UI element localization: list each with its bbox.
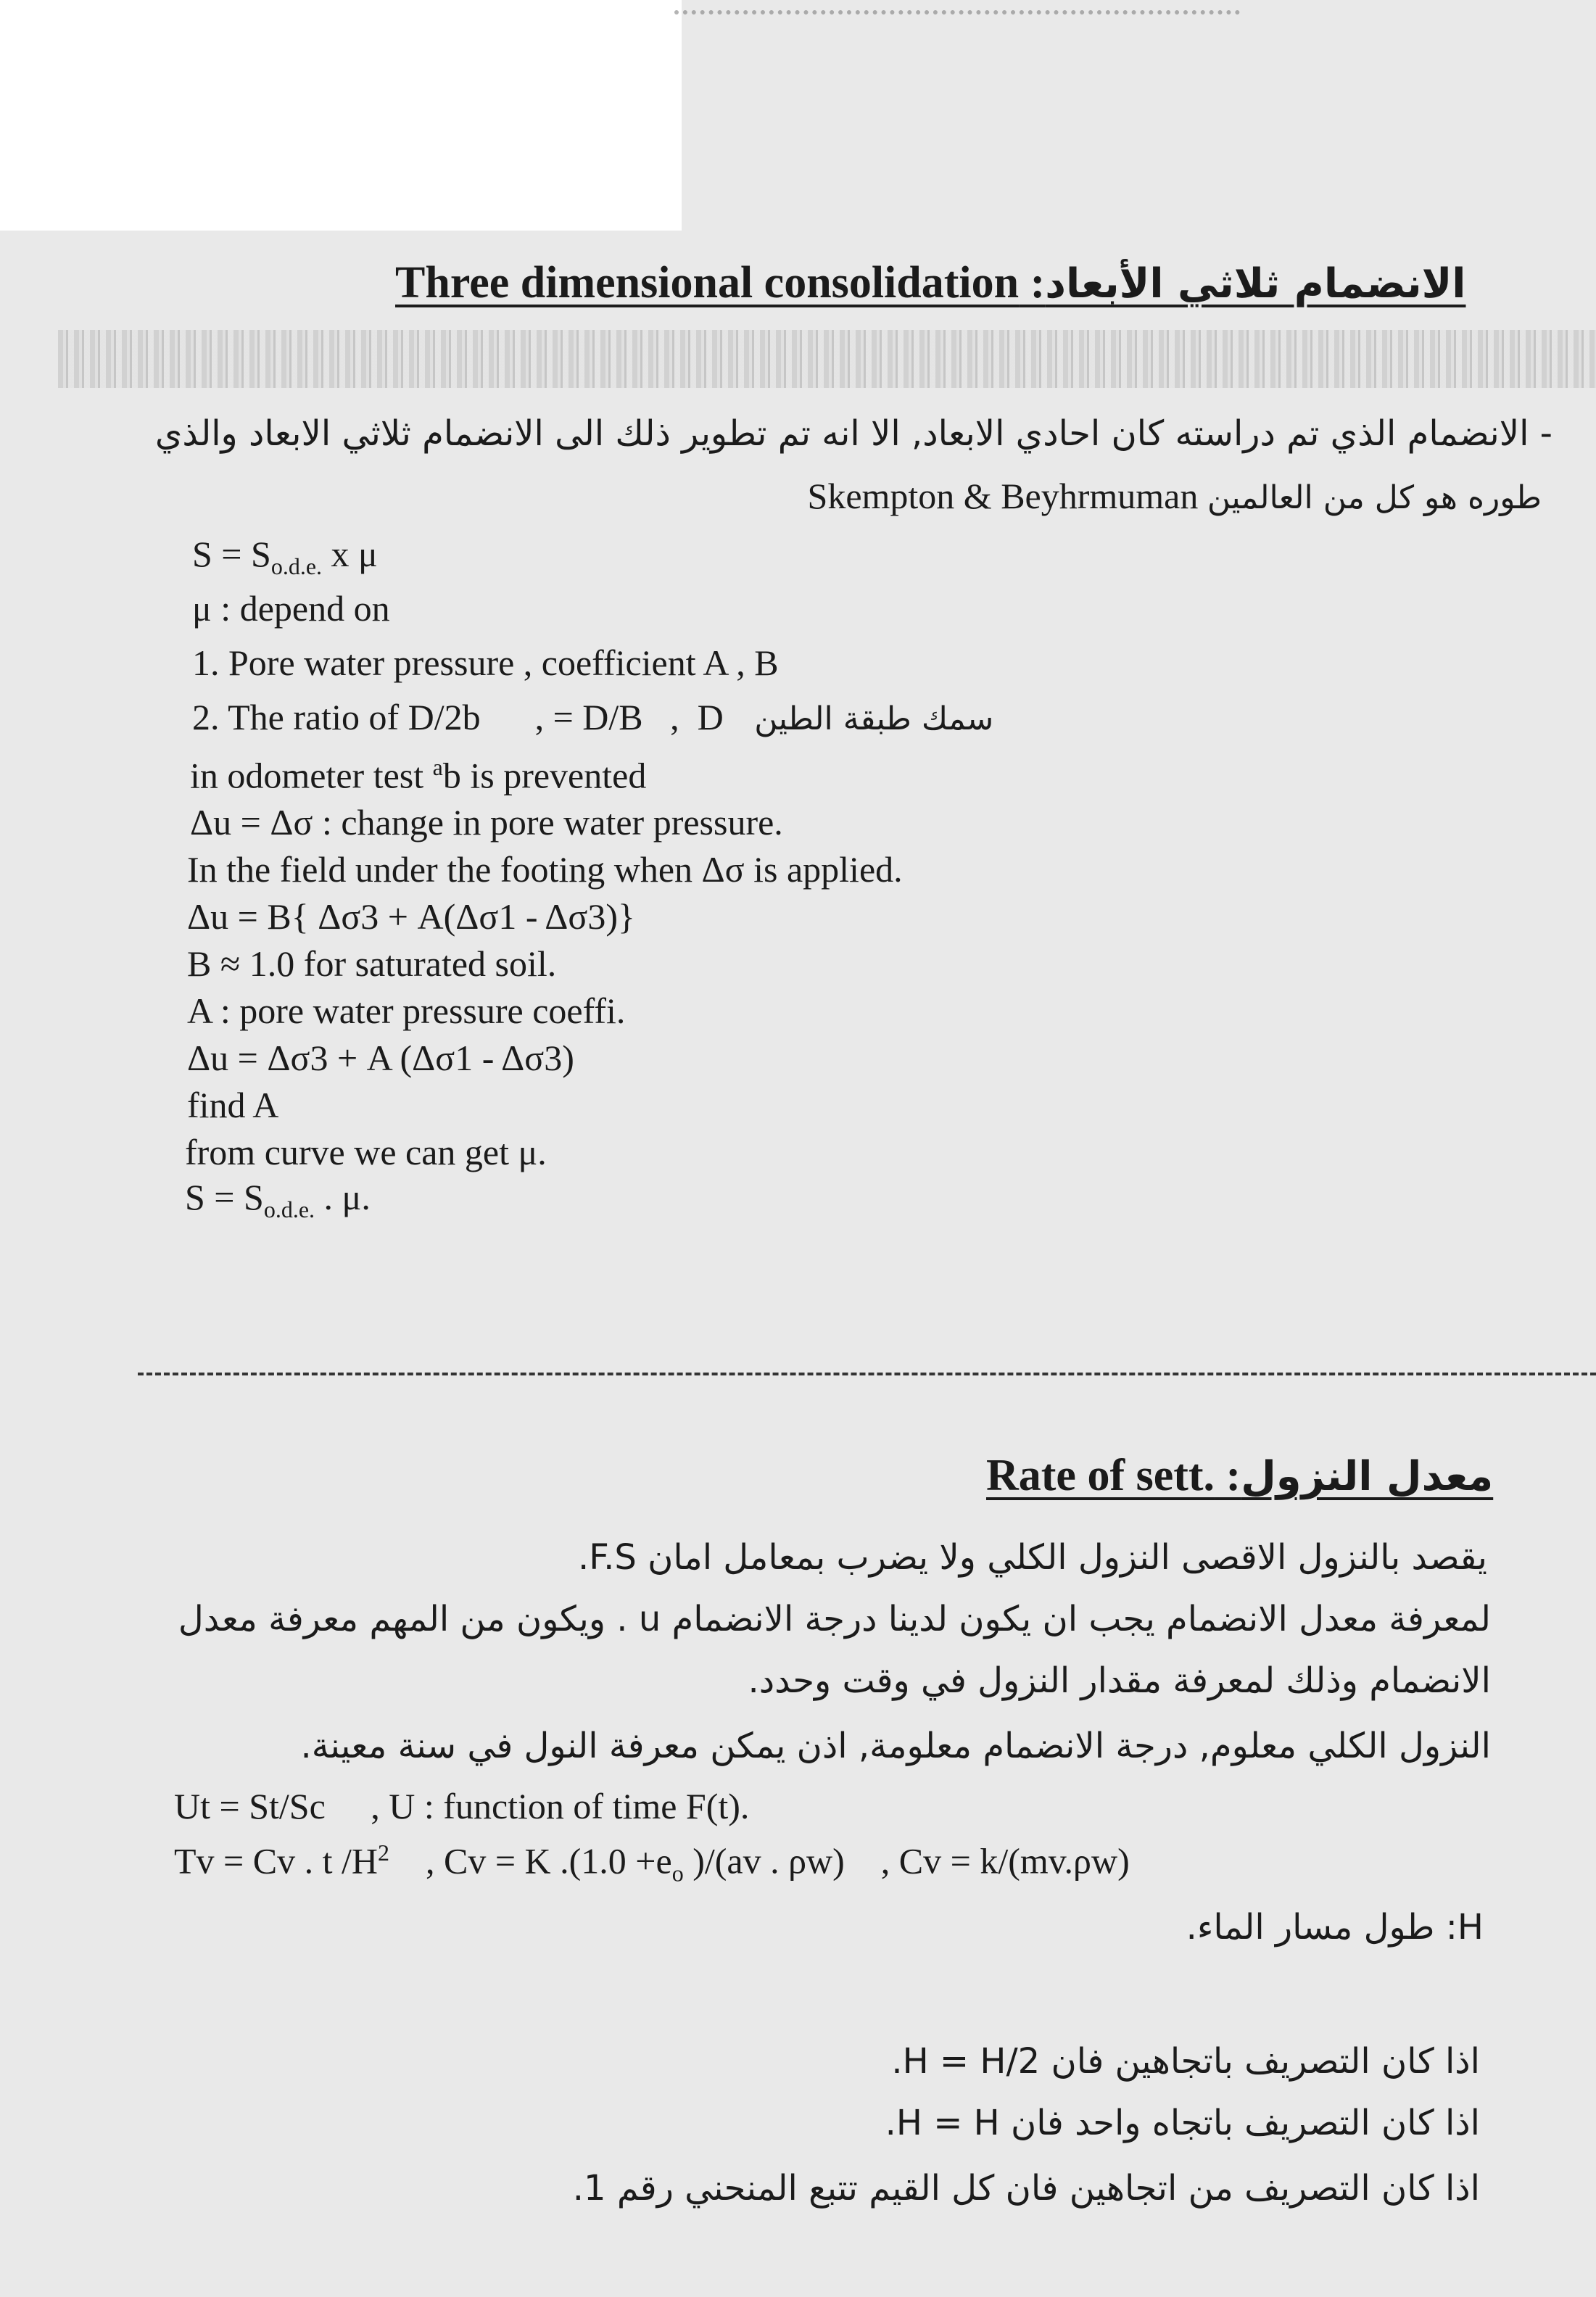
formula-settlement: $S = S_{o.d.e.}$ x μ (192, 534, 378, 579)
tv-formula: Tv = Cv . t $/H^2$ , Cv = K $.(1.0 +e_o$ )/(av . ρw) , Cv = k/(mv.ρw) (174, 1839, 1130, 1887)
section-divider (138, 1373, 1596, 1375)
ut-formula: Ut = St/Sc , U : function of time F(t). (174, 1786, 750, 1826)
drainage-curve-note: اذا كان التصريف من اتجاهين فان كل القيم تتبع المنحني رقم 1. (572, 2168, 1480, 2209)
section2-heading: Rate of sett. :معدل النزول (986, 1451, 1494, 1500)
blank-region (0, 0, 682, 231)
rate-paragraph-2: لمعرفة معدل الانضمام يجب ان يكون لدينا درجة الانضمام u . ويكون من المهم معرفة معدل (178, 1599, 1491, 1639)
list-item-1: 1. Pore water pressure , coefficient A , B (192, 642, 779, 683)
intro-ar-line-1: - الانضمام الذي تم دراسته كان احادي الابعاد, الا انه تم تطوير ذلك الى الانضمام ثلاثي الابعاد والذي (154, 413, 1552, 454)
list-item-2: 2. The ratio of D/2b , = D/B , D سمك طبقة الطين (192, 697, 994, 737)
rate-paragraph-1: يقصد بالنزول الاقصى النزول الكلي ولا يضرب بمعامل امان F.S. (577, 1537, 1487, 1578)
field-note: In the field under the footing when Δσ is applied. (187, 849, 903, 890)
du-formula: Δu = B{ Δσ3 + A(Δσ1 - Δσ3)} (187, 896, 636, 937)
du-formula-2: Δu = Δσ3 + A (Δσ1 - Δσ3) (187, 1038, 574, 1078)
rate-paragraph-3: الانضمام وذلك لمعرفة مقدار النزول في وقت وحدد. (748, 1660, 1491, 1701)
section2-title-ar: معدل النزول (1241, 1453, 1494, 1500)
rate-paragraph-4: النزول الكلي معلوم, درجة الانضمام معلومة, اذن يمكن معرفة النول في سنة معينة. (300, 1726, 1491, 1766)
section1-title-ar: الانضمام ثلاثي الأبعاد (1045, 260, 1466, 307)
odometer-note: in odometer test $^a$b is prevented (190, 754, 647, 796)
depend-on: μ : depend on (192, 588, 390, 629)
h-definition: H: طول مسار الماء. (1186, 1907, 1484, 1948)
b-approx: B ≈ 1.0 for saturated soil. (187, 943, 557, 984)
section1-title-en: Three dimensional consolidation (395, 258, 1020, 307)
final-formula: $S = S_{o.d.e.}$ . μ. (185, 1177, 371, 1222)
section2-title-en: Rate of sett. (986, 1451, 1215, 1500)
drainage-two-way: اذا كان التصريف باتجاهين فان H = H/2. (891, 2041, 1480, 2082)
drainage-one-way: اذا كان التصريف باتجاه واحد فان H = H. (885, 2103, 1480, 2143)
section1-heading: Three dimensional consolidation :الانضمام ثلاثي الأبعاد (395, 258, 1466, 307)
scan-noise-top (674, 10, 1240, 44)
find-a: find A (187, 1085, 279, 1125)
scan-noise-band (58, 330, 1596, 388)
intro-ar-line-2-text: طوره هو كل من العالمين (1207, 479, 1542, 516)
from-curve: from curve we can get μ. (185, 1132, 547, 1172)
scientists: Skempton & Beyhrmuman (807, 476, 1199, 516)
du-change: Δu = Δσ : change in pore water pressure. (190, 802, 783, 843)
intro-ar-line-2 (808, 475, 1542, 517)
a-definition: A : pore water pressure coeffi. (187, 990, 626, 1031)
